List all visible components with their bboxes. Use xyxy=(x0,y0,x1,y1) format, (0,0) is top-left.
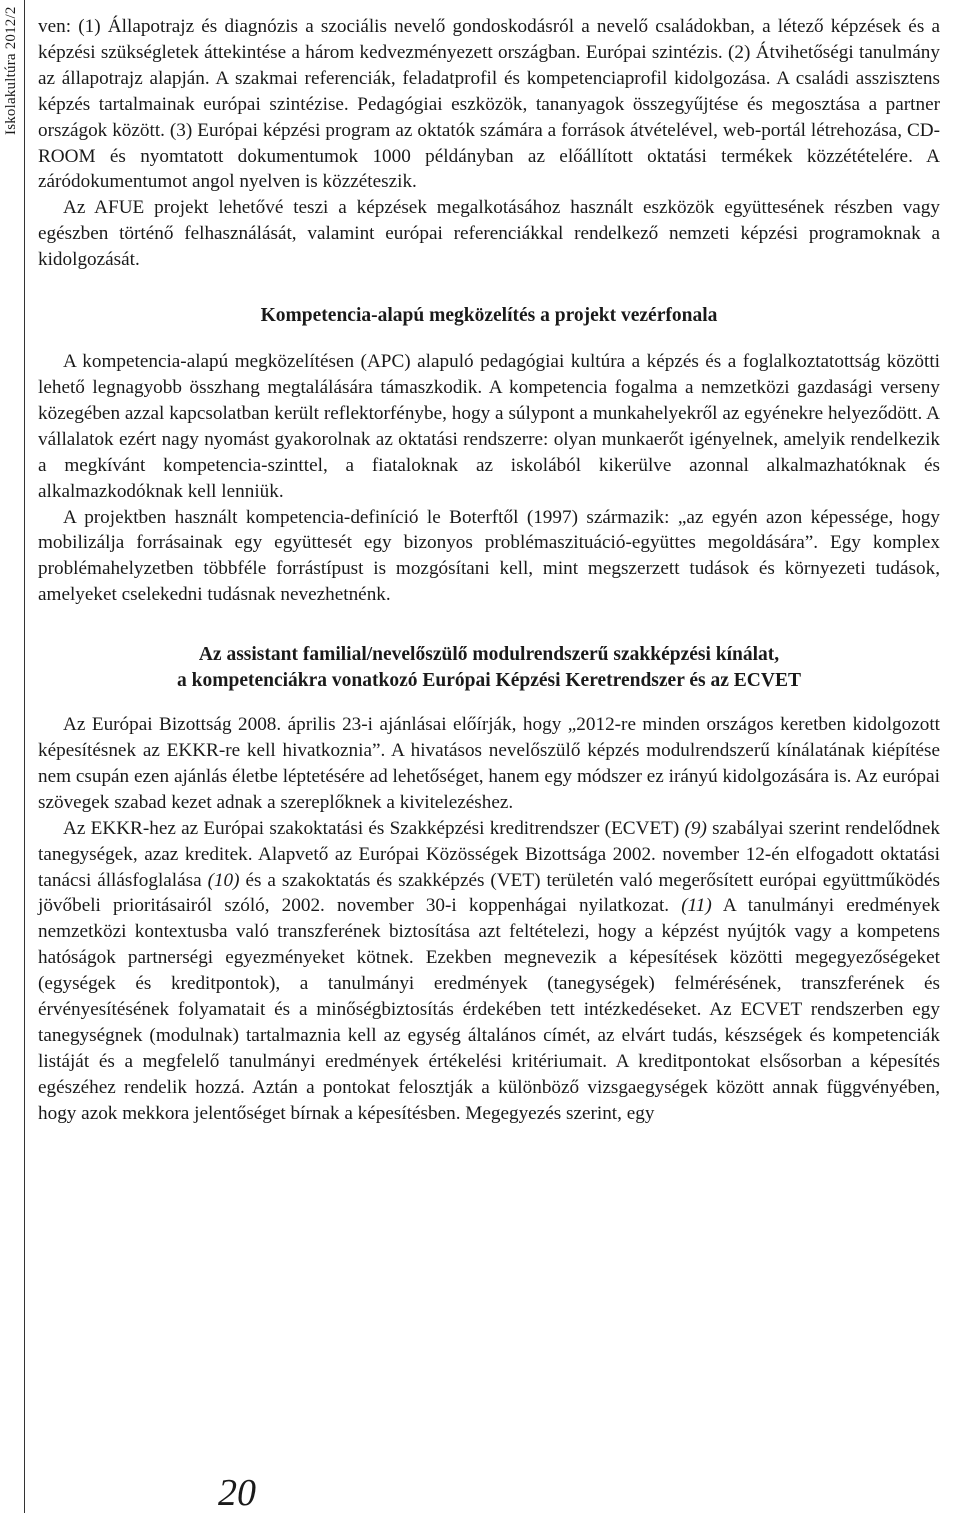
section-title-ecvet-line2: a kompetenciákra vonatkozó Európai Képzési Keretrendszer és az ECVET xyxy=(177,670,801,692)
paragraph-afue-project: Az AFUE projekt lehetővé teszi a képzések megalkotásához használt eszközök együttesének részben vagy egészben történő felhasználását, valamint európai referenciákkal rendelkező nemzeti képzési programoknak a kidolgozását. xyxy=(38,197,940,271)
article-body xyxy=(38,14,940,1127)
paragraph-ekkr-text-b: szabályai szerint rendelődnek tanegységek, azaz kreditek. Alapvető az Európai Közösségek Bizottsága 2002. november 12-én elfogadott oktatási tanácsi állásfoglalása xyxy=(38,817,940,891)
section-title-ecvet-line1: Az assistant familial/nevelőszülő modulrendszerű szakképzési kínálat, xyxy=(198,644,780,666)
paragraph-ekkr-ecvet xyxy=(38,816,940,1127)
running-header-sidebar xyxy=(0,0,25,1513)
section-title-competence: Kompetencia-alapú megközelítés a projekt vezérfonala xyxy=(260,305,718,327)
paragraph-ekkr-text-d: A tanulmányi eredmények nemzetközi kontextusba való transzferének biztosítása azt feltételezi, hogy a képzést nyújtók vagy a kompetens hatóságok partnerségi egyezményeket kötnek. Ezekben megnevezik a képesítések közötti megegyezőségeket (egységek és kreditpontok), a tanulmányi eredmények (tanegységek) felmérésének, transzferének és érvényesítésének folyamatait és a minőségbiztosítás érdekében tett intézkedéseket. Az ECVET rendszerben egy tanegységnek (modulnak) tartalmaznia kell az egység általános címét, az elvárt tudás, készségek és kompetenciák listáját és a megfelelő tanulmányi eredmények értékelési kritériumait. A kreditpontokat elsősorban a képesítés egészéhez rendelik hozzá. Aztán a pontokat felosztják a különböző vizsgaegységek között annak függvényében, hogy azok mekkora jelentőséget bírnak a képesítésben. Megegyezés szerint, egy xyxy=(38,895,940,1124)
section-title-ecvet xyxy=(38,642,940,694)
paragraph-apc-approach: A kompetencia-alapú megközelítésen (APC) alapuló pedagógiai kultúra a képzés és a foglalkoztatottság közötti lehető legnagyobb összhang megtalálására támaszkodik. A kompetencia fogalma a nemzetközi gazdasági verseny közegében azzal kapcsolatban került reflektorfénybe, hogy a súlypont a munkahelyekről az egyénekre helyeződött. A vállalatok ezért nagy nyomást gyakorolnak az oktatási rendszerre: olyan munkaerőt igényelnek, amelyik rendelkezik a megkívánt kompetencia-szinttel, a fiataloknak az iskolából kikerülve azonnal alkalmazhatóknak és alkalmazkodóknak kell lenniük. xyxy=(38,351,940,502)
page-number: 20 xyxy=(218,1472,256,1514)
journal-title: Iskolakultúra 2012/2 xyxy=(3,6,19,135)
paragraph-ekkr-text-a: Az EKKR-hez az Európai szakoktatási és Szakképzési kreditrendszer (ECVET) xyxy=(63,817,685,839)
footnote-ref-9: (9) xyxy=(684,817,707,839)
paragraph-european-commission: Az Európai Bizottság 2008. április 23-i ajánlásai előírják, hogy „2012-re minden országos keretben kidolgozott képesítésnek az EKKR-re kell hivatkoznia”. A hivatásos nevelőszülő képzés modulrendszerű kínálatának kiépítése nem csupán ezen ajánlás életbe léptetésére ad lehetőséget, hanem egy módszer ez irányú kidolgozására is. Az európai szövegek szabad kezet adnak a szereplőknek a kivitelezéshez. xyxy=(38,714,940,813)
paragraph-project-outputs: ven: (1) Állapotrajz és diagnózis a szociális nevelő gondoskodásról a nevelő családokban, a létező képzések és a képzési szükségletek áttekintése a három kedvezményezett országban. Európai szintézis. (2) Átvihetőségi tanulmány az állapotrajz alapján. A szakmai referenciák, feladatprofil és kompetenciaprofil kidolgozása. A családi asszisztens képzés tartalmainak európai szintézise. Pedagógiai eszközök, tananyagok összegyűjtése és megosztása a partner országok között. (3) Európai képzési program az oktatók számára a források átvételével, web-portál létrehozása, CD-ROOM és nyomtatott dokumentumok 1000 példányban az előállított oktatási termékek közzétételére. A záródokumentumot angol nyelven is közzéteszik. xyxy=(38,16,940,193)
paragraph-ekkr-text-c: és a szakoktatás és szakképzés (VET) területén való megerősített európai együttműködés jövőbeli prioritásairól szóló, 2002. november 30-i koppenhágai nyilatkozat. xyxy=(38,869,940,917)
footnote-ref-11: (11) xyxy=(681,895,712,917)
footnote-ref-10: (10) xyxy=(207,869,240,891)
paragraph-competence-definition: A projektben használt kompetencia-definíció le Boterftől (1997) származik: „az egyén azon képessége, hogy mobilizálja forrásainak egy együttesét egy bizonyos problémaszituáció-együttes megoldására”. Egy komplex problémahelyzetben többféle forrástípust is mozgósítani kell, mint megszerzett tudások és környezeti tudások, amelyeket cselekedni tudásnak nevezhetnénk. xyxy=(38,506,940,606)
